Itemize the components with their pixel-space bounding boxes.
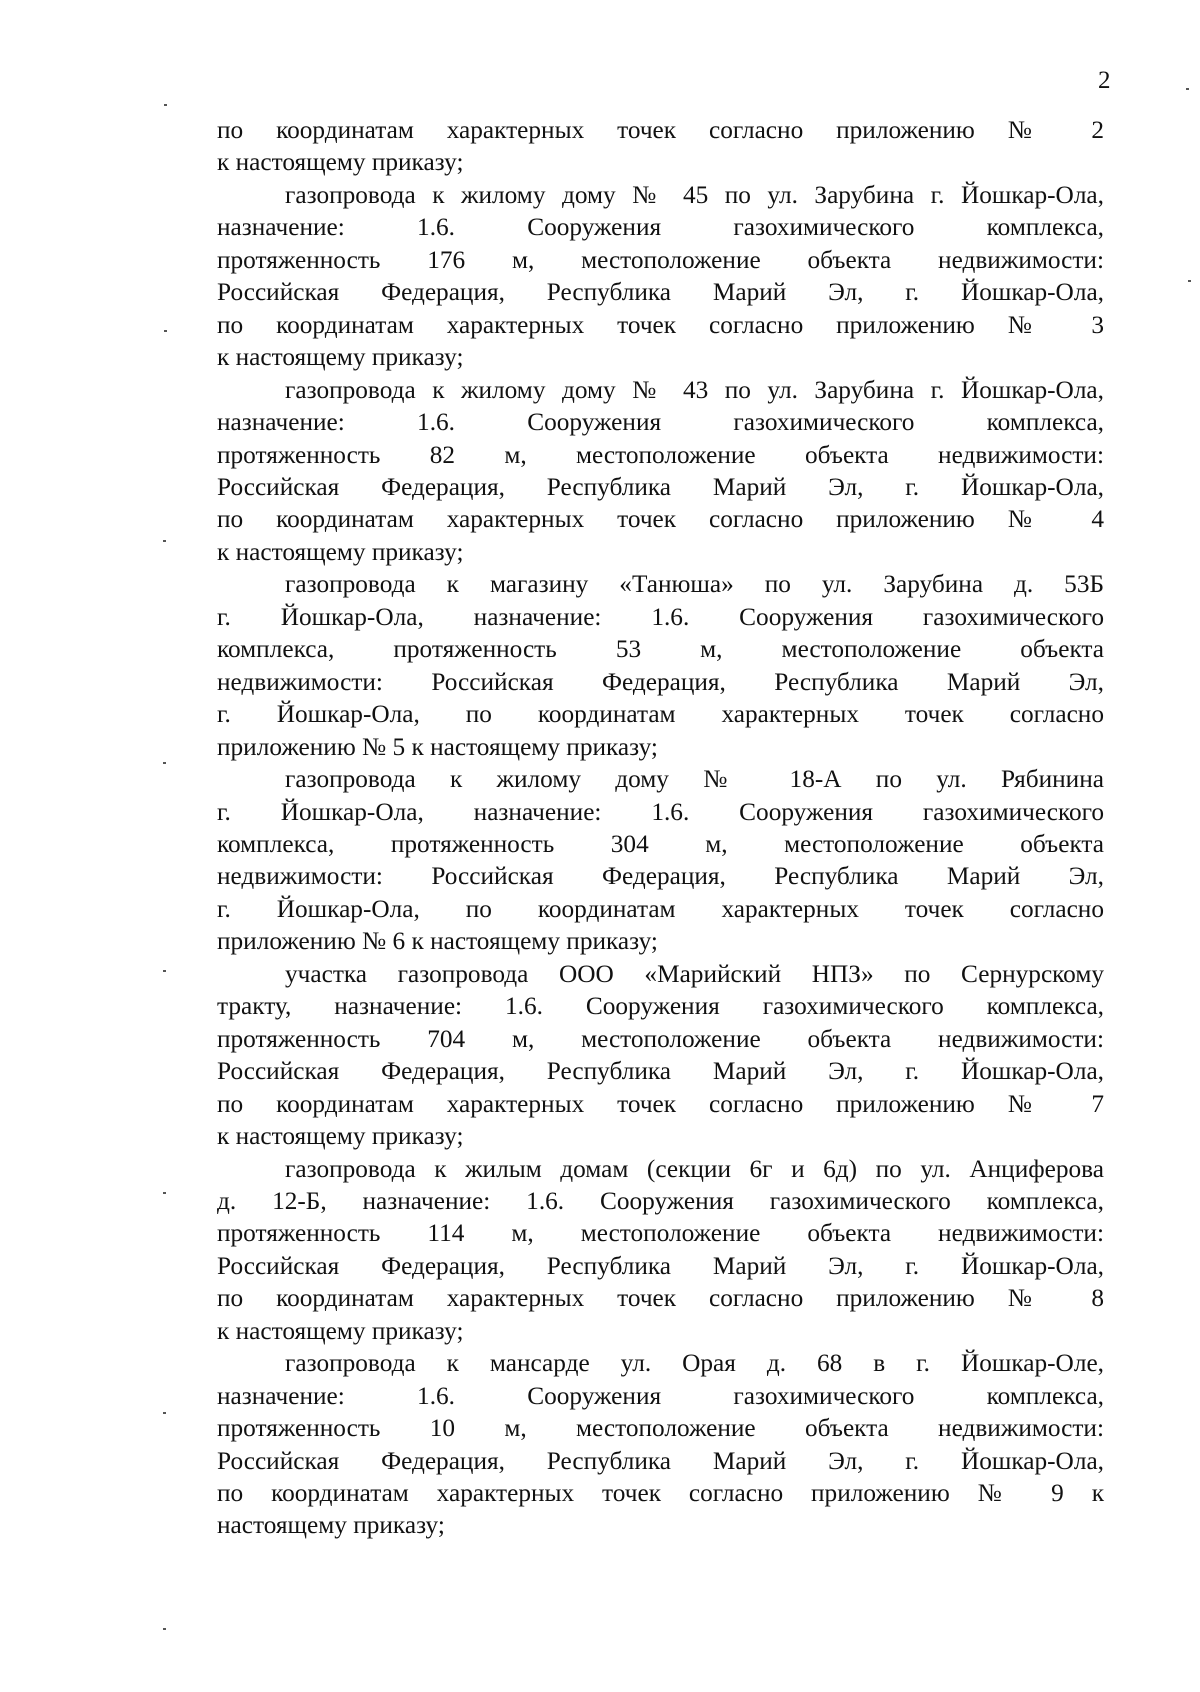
text-line: к настоящему приказу; [217,343,464,372]
text-line: протяженность 114 м, местоположение объекта недвижимости: [217,1219,1104,1248]
text-line: недвижимости: Российская Федерация, Республика Марий Эл, [217,862,1104,891]
text-line: недвижимости: Российская Федерация, Республика Марий Эл, [217,667,1104,696]
text-line: по координатам характерных точек согласно приложению № 4 [217,505,1104,534]
paragraph [217,568,1104,763]
text-line: газопровода к жилому дому № 18-А по ул. Рябинина [285,765,1104,794]
text-line: к настоящему приказу; [217,537,464,566]
text-line: газопровода к жилому дому № 43 по ул. Зарубина г. Йошкар-Ола, [285,375,1104,404]
document-body [217,114,1104,1542]
text-line: к настоящему приказу; [217,1316,464,1345]
paragraph [217,958,1104,1153]
text-line: г. Йошкар-Ола, назначение: 1.6. Сооружения газохимического [217,797,1104,826]
text-line: Российская Федерация, Республика Марий Эл, г. Йошкар-Ола, [217,1251,1104,1280]
scan-speck [163,762,166,764]
text-line: по координатам характерных точек согласно приложению № 3 [217,310,1104,339]
text-line: по координатам характерных точек согласно приложению № 2 [217,116,1104,144]
text-line: назначение: 1.6. Сооружения газохимического комплекса, [217,213,1104,242]
text-line: комплекса, протяженность 53 м, местоположение объекта [217,635,1104,664]
text-line: тракту, назначение: 1.6. Сооружения газохимического комплекса, [217,992,1104,1021]
text-line: Российская Федерация, Республика Марий Эл, г. Йошкар-Ола, [217,1057,1104,1086]
text-line: г. Йошкар-Ола, назначение: 1.6. Сооружения газохимического [217,602,1104,631]
text-line: участка газопровода ООО «Марийский НПЗ» по Сернурскому [285,959,1104,988]
text-line: к настоящему приказу; [217,148,464,177]
text-line: комплекса, протяженность 304 м, местоположение объекта [217,829,1104,858]
text-line: к настоящему приказу; [217,1122,464,1151]
paragraph [217,763,1104,958]
paragraph [217,114,1104,179]
scan-speck [163,1412,166,1414]
text-line: протяженность 704 м, местоположение объекта недвижимости: [217,1024,1104,1053]
text-line: газопровода к мансарде ул. Орая д. 68 в г. Йошкар-Оле, [285,1349,1104,1378]
text-line: Российская Федерация, Республика Марий Эл, г. Йошкар-Ола, [217,472,1104,501]
scan-speck [164,330,167,332]
text-line: газопровода к магазину «Танюша» по ул. Зарубина д. 53Б [285,570,1104,599]
page-number: 2 [1098,67,1111,94]
text-line: газопровода к жилым домам (секции 6г и 6д) по ул. Анциферова [285,1154,1104,1183]
text-line: назначение: 1.6. Сооружения газохимического комплекса, [217,408,1104,437]
text-line: по координатам характерных точек согласно приложению № 7 [217,1089,1104,1118]
text-line: протяженность 10 м, местоположение объекта недвижимости: [217,1414,1104,1443]
text-line: д. 12-Б, назначение: 1.6. Сооружения газохимического комплекса, [217,1186,1104,1215]
paragraph [217,179,1104,374]
scan-speck [163,1628,166,1630]
text-line: г. Йошкар-Ола, по координатам характерных точек согласно [217,700,1104,729]
scan-speck [163,970,166,972]
text-line: настоящему приказу; [217,1511,445,1540]
scan-speck [164,104,167,106]
text-line: Российская Федерация, Республика Марий Эл, г. Йошкар-Ола, [217,278,1104,307]
text-line: протяженность 82 м, местоположение объекта недвижимости: [217,440,1104,469]
text-line: по координатам характерных точек согласно приложению № 9 к [217,1479,1104,1508]
text-line: газопровода к жилому дому № 45 по ул. Зарубина г. Йошкар-Ола, [285,180,1104,209]
text-line: назначение: 1.6. Сооружения газохимического комплекса, [217,1381,1104,1410]
text-line: приложению № 5 к настоящему приказу; [217,732,658,761]
scan-speck [1188,280,1191,282]
text-line: протяженность 176 м, местоположение объекта недвижимости: [217,245,1104,274]
scan-speck [163,1192,166,1194]
paragraph [217,374,1104,569]
text-line: г. Йошкар-Ола, по координатам характерных точек согласно [217,894,1104,923]
paragraph [217,1347,1104,1542]
text-line: по координатам характерных точек согласно приложению № 8 [217,1284,1104,1313]
scan-speck [1186,88,1189,90]
text-line: приложению № 6 к настоящему приказу; [217,927,658,956]
paragraph [217,1153,1104,1348]
scan-speck [163,540,166,542]
text-line: Российская Федерация, Республика Марий Эл, г. Йошкар-Ола, [217,1446,1104,1475]
